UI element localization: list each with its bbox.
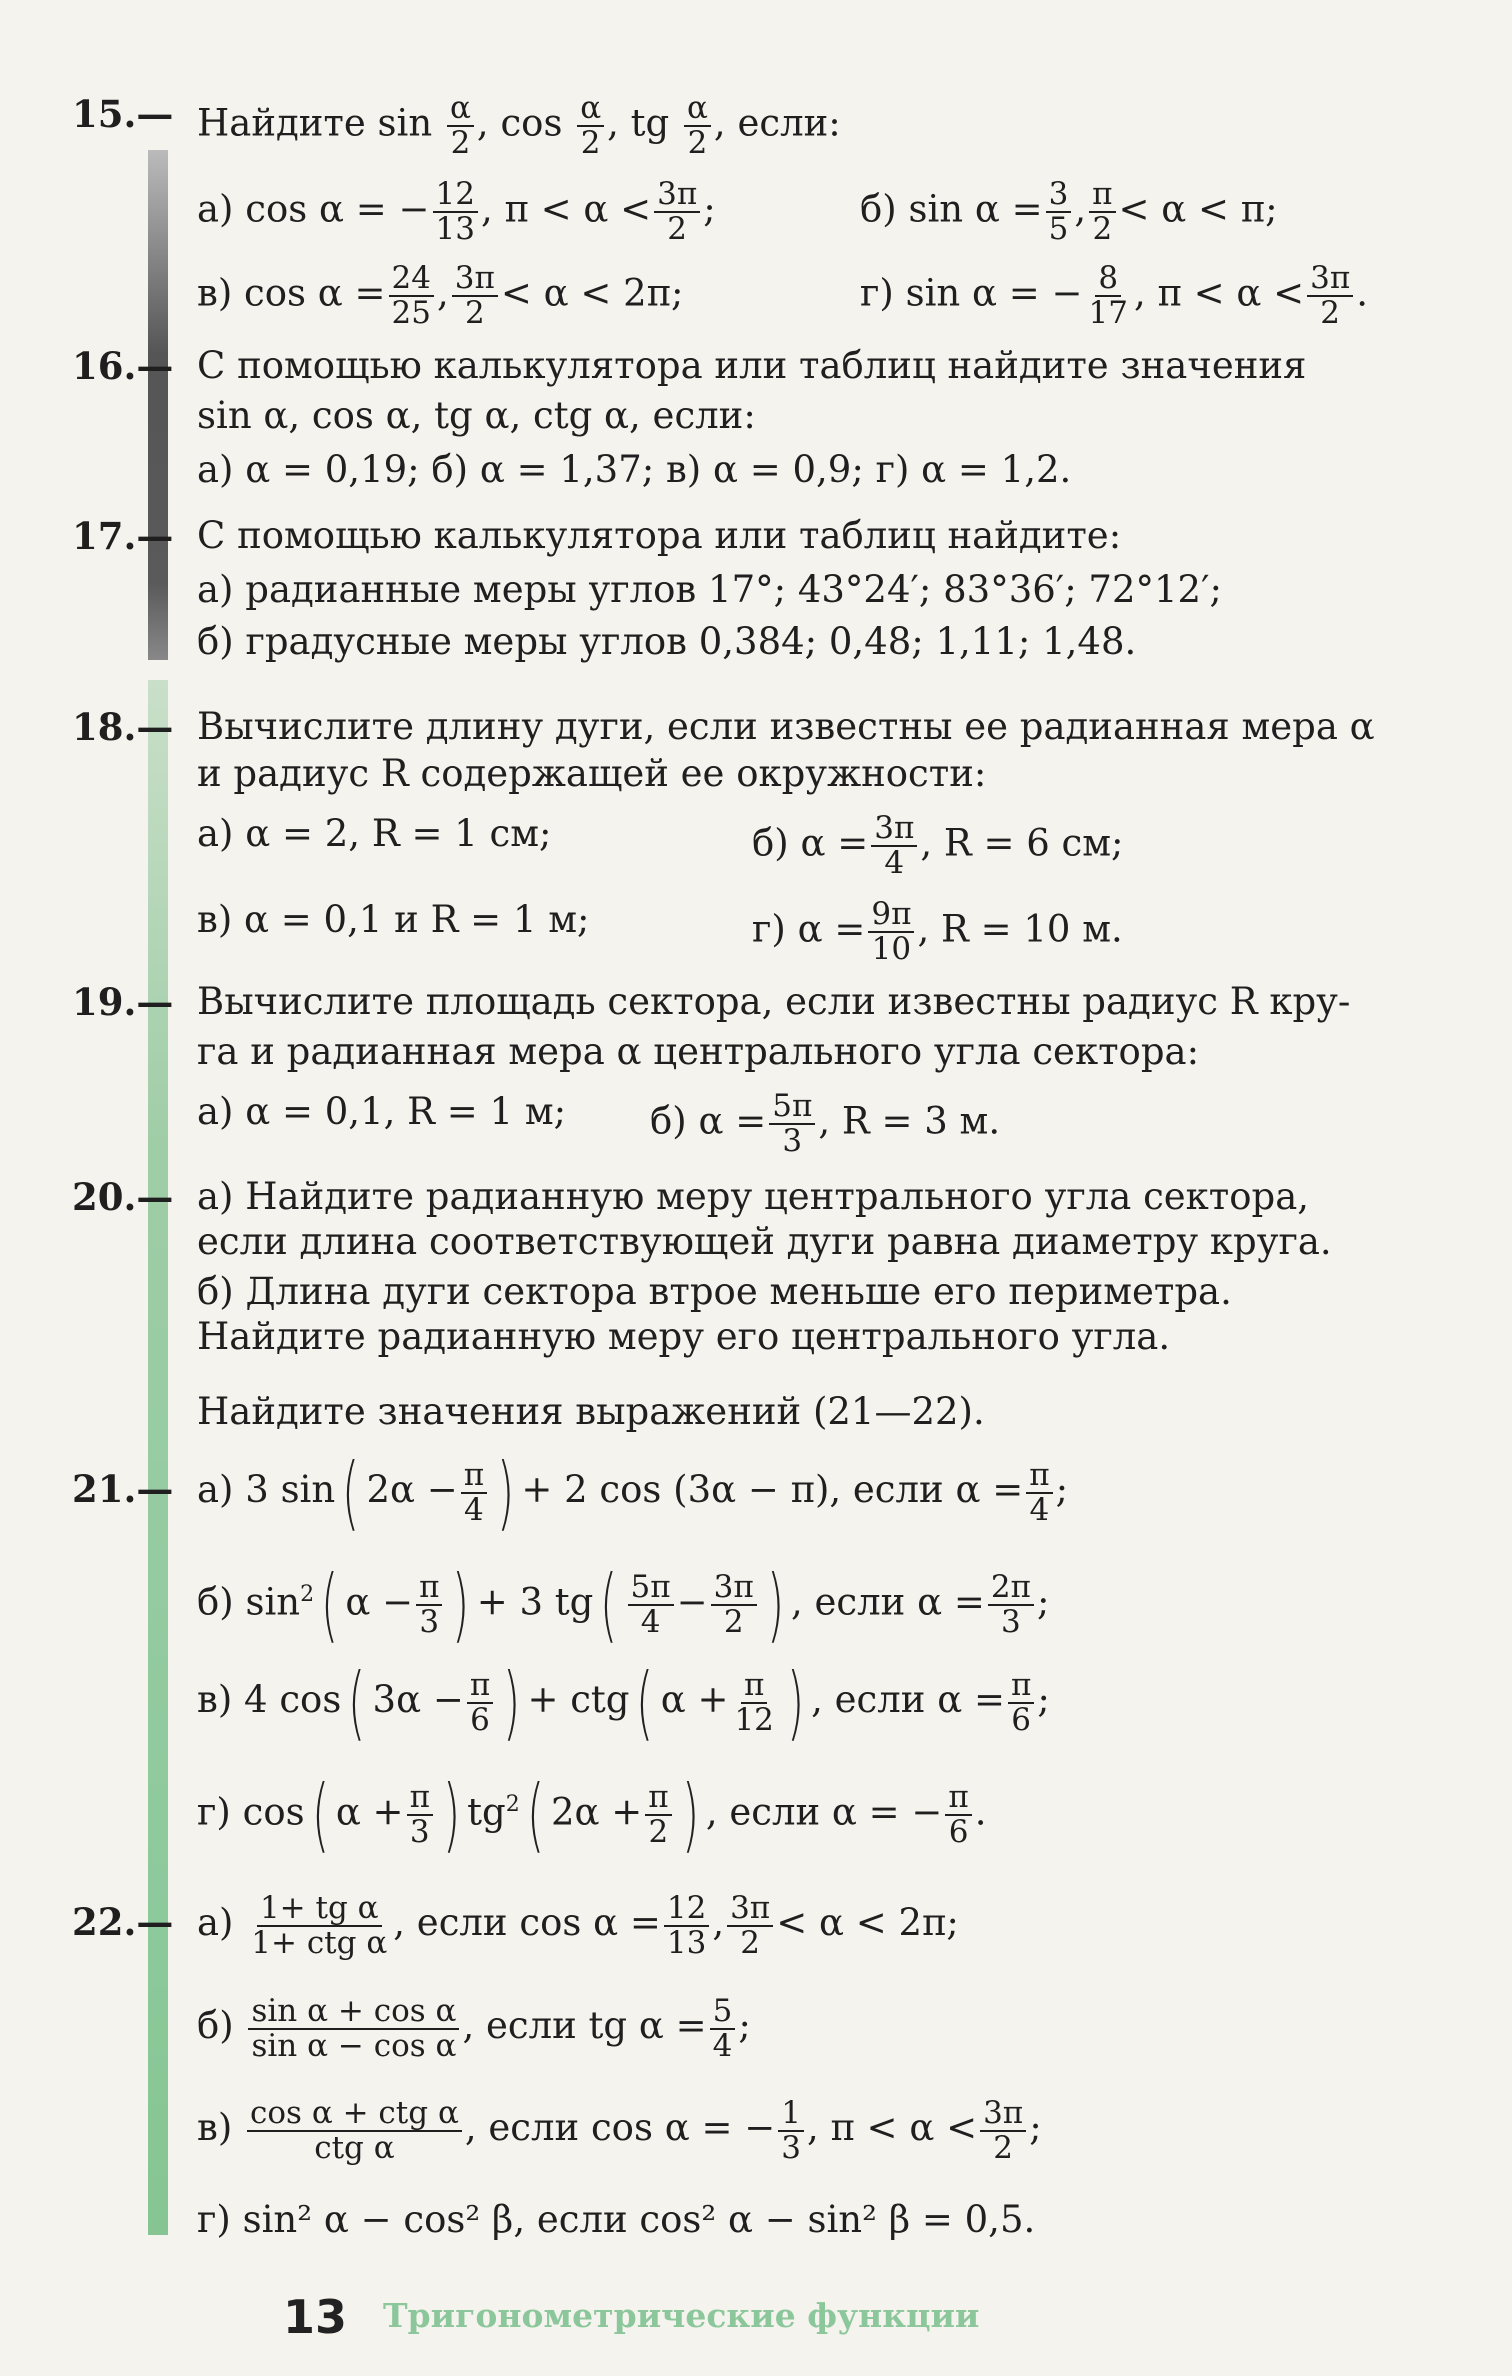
problem-18-a: а) α = 2, R = 1 см; (197, 812, 552, 855)
problem-16-number: 16.— (72, 344, 174, 388)
problem-21-v: в) 4 cos( 3α − $\frac{\pi}{6}$ ) + ctg( α + $\frac{\pi}{12}$ ) , если α = $\frac{\pi}{6}$ ; (197, 1655, 1050, 1749)
problem-20-line2: если длина соответствующей дуги равна диаметру круга. (197, 1220, 1332, 1263)
problem-22-a: а) $\frac{\text{1+ tg α}}{\text{1+ ctg α}}$ , если cos α = $\frac{12}{13}$ , $\frac{3\pi}{2}$ < α < 2π; (197, 1889, 959, 1961)
problem-15-g: г) sin α = − $\frac{8}{17}$ , π < α < $\frac{3\pi}{2}$ . (860, 260, 1368, 331)
problem-16-line1: С помощью калькулятора или таблиц найдите значения (197, 344, 1307, 387)
problem-15-a: а) cos α = − $\frac{12}{13}$ , π < α < $\frac{3\pi}{2}$ ; (197, 176, 716, 247)
problem-19-line1: Вычислите площадь сектора, если известны радиус R кру- (197, 980, 1351, 1023)
problem-18-v: в) α = 0,1 и R = 1 м; (197, 898, 590, 941)
problem-15-number: 15.— (72, 92, 174, 136)
problem-18-line1: Вычислите длину дуги, если известны ее радианная мера α (197, 705, 1375, 748)
problem-15-b: б) sin α = $\frac{3}{5}$ , $\frac{\pi}{2}$ < α < π; (860, 176, 1278, 247)
problem-16-line3: а) α = 0,19; б) α = 1,37; в) α = 0,9; г) α = 1,2. (197, 448, 1072, 491)
problem-15-intro: Найдите sin $\frac{\alpha}{2}$ , cos $\frac{\alpha}{2}$ , tg $\frac{\alpha}{2}$ , если: (197, 90, 841, 161)
difficulty-bar-green (148, 680, 168, 2235)
problem-18-b: б) α = $\frac{3\pi}{4}$ , R = 6 см; (752, 810, 1124, 881)
problem-17-line2: а) радианные меры углов 17°; 43°24′; 83°36′; 72°12′; (197, 568, 1222, 611)
problem-19-b: б) α = $\frac{5\pi}{3}$ , R = 3 м. (650, 1088, 1001, 1159)
problem-17-line3: б) градусные меры углов 0,384; 0,48; 1,11; 1,48. (197, 620, 1137, 663)
problem-22-b: б) $\frac{\text{sin α + cos α}}{\text{sin α − cos α}}$ , если tg α = $\frac{5}{4}$ ; (197, 1992, 751, 2064)
problem-18-number: 18.— (72, 705, 174, 749)
problem-20-line1: а) Найдите радианную меру центрального угла сектора, (197, 1175, 1310, 1218)
page-number: 13 (283, 2290, 348, 2344)
problem-20-line3: б) Длина дуги сектора втрое меньше его периметра. (197, 1270, 1232, 1313)
problem-21-g: г) cos( α + $\frac{\pi}{3}$ ) $tg^2$( 2α + $\frac{\pi}{2}$ ) , если α = − $\frac{\pi}{6}$ . (197, 1767, 987, 1861)
problem-18-g: г) α = $\frac{9\pi}{10}$ , R = 10 м. (752, 896, 1123, 967)
problem-21-a: а) 3 sin( 2α − $\frac{\pi}{4}$ ) + 2 cos (3α − π), если α = $\frac{\pi}{4}$ ; (197, 1445, 1069, 1539)
problem-17-number: 17.— (72, 514, 174, 558)
section-heading: Найдите значения выражений (21—22). (197, 1390, 985, 1433)
problem-18-line2: и радиус R содержащей ее окружности: (197, 752, 987, 795)
problem-22-v: в) $\frac{\text{cos α + ctg α}}{\text{ctg α}}$ , если cos α = − $\frac{1}{3}$ , π < α < $\frac{3\pi}{2}$ ; (197, 2094, 1042, 2166)
problem-15-v: в) cos α = $\frac{24}{25}$ , $\frac{3\pi}{2}$ < α < 2π; (197, 260, 684, 331)
chapter-title: Тригонометрические функции (383, 2296, 980, 2335)
problem-21-b: б) $\sin^2$( α − $\frac{\pi}{3}$ ) + 3 tg( $\frac{5\pi}{4}$ − $\frac{3\pi}{2}$ ) , если α = $\frac{2\pi}{3}$ ; (197, 1557, 1050, 1651)
problem-17-line1: С помощью калькулятора или таблиц найдите: (197, 514, 1122, 557)
problem-20-number: 20.— (72, 1175, 174, 1219)
difficulty-bar-dark (148, 150, 168, 660)
problem-22-number: 22.— (72, 1900, 174, 1944)
problem-20-line4: Найдите радианную меру его центрального угла. (197, 1315, 1171, 1358)
problem-16-line2: sin α, cos α, tg α, ctg α, если: (197, 394, 756, 437)
problem-19-line2: га и радианная мера α центрального угла сектора: (197, 1030, 1200, 1073)
problem-19-number: 19.— (72, 980, 174, 1024)
problem-19-a: а) α = 0,1, R = 1 м; (197, 1090, 567, 1133)
problem-21-number: 21.— (72, 1467, 174, 1511)
problem-22-g: г) sin² α − cos² β, если cos² α − sin² β = 0,5. (197, 2198, 1036, 2241)
